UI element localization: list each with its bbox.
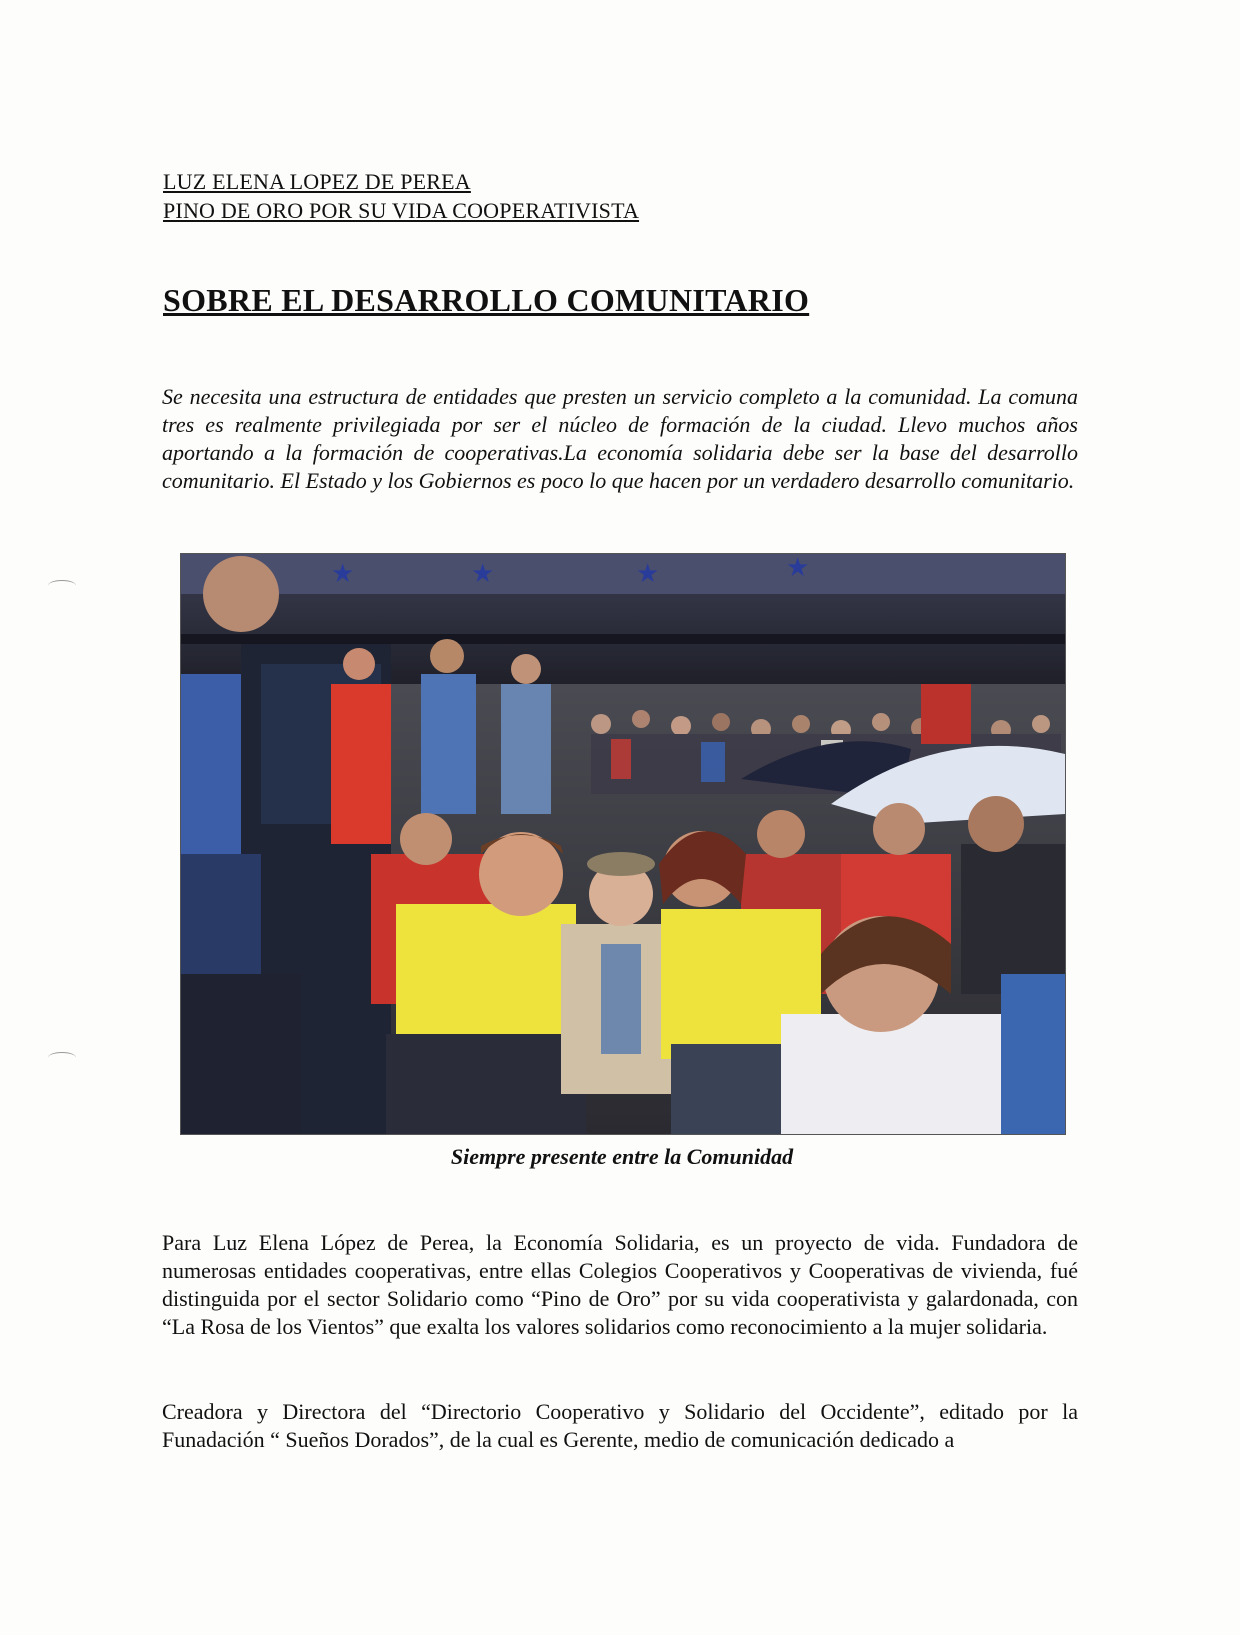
directory-paragraph: Creadora y Directora del “Directorio Cooperativo y Solidario del Occidente”, editado por la Funadación “ Sueños Dorados”, de la cual es Gerente, medio de comunicación dedicado a — [162, 1399, 1078, 1452]
community-photo — [180, 553, 1066, 1135]
svg-text:★: ★ — [331, 559, 355, 589]
page-title: SOBRE EL DESARROLLO COMUNITARIO — [163, 282, 810, 318]
svg-text:★: ★ — [786, 554, 810, 583]
award-line: PINO DE ORO POR SU VIDA COOPERATIVISTA — [163, 198, 640, 223]
scan-artifact — [48, 1052, 76, 1063]
scan-artifact — [48, 580, 76, 591]
intro-paragraph: Se necesita una estructura de entidades que presten un servicio completo a la comunidad. La comuna tres es realmente privilegiada por ser el núcleo de formación de la ciudad. Llevo muchos años aportando a la formación de cooperativas.La economía solidaria debe ser la base del desarrollo comunitario. El Estado y los Gobiernos es poco lo que hacen por un verdadero desarrollo comunitario. — [162, 384, 1078, 493]
svg-text:★: ★ — [636, 559, 660, 589]
photo-caption: Siempre presente entre la Comunidad — [450, 1144, 794, 1169]
svg-text:★: ★ — [471, 559, 495, 589]
author-name: LUZ ELENA LOPEZ DE PEREA — [163, 169, 471, 194]
bio-paragraph: Para Luz Elena López de Perea, la Economía Solidaria, es un proyecto de vida. Fundadora de numerosas entidades cooperativas, entre ellas Colegios Cooperativos y Cooperativas de vivienda, fué distinguida por el sector Solidario como “Pino de Oro” por su vida cooperativista y galardonada, con “La Rosa de los Vientos” que exalta los valores solidarios como reconocimiento a la mujer solidaria. — [162, 1230, 1078, 1339]
